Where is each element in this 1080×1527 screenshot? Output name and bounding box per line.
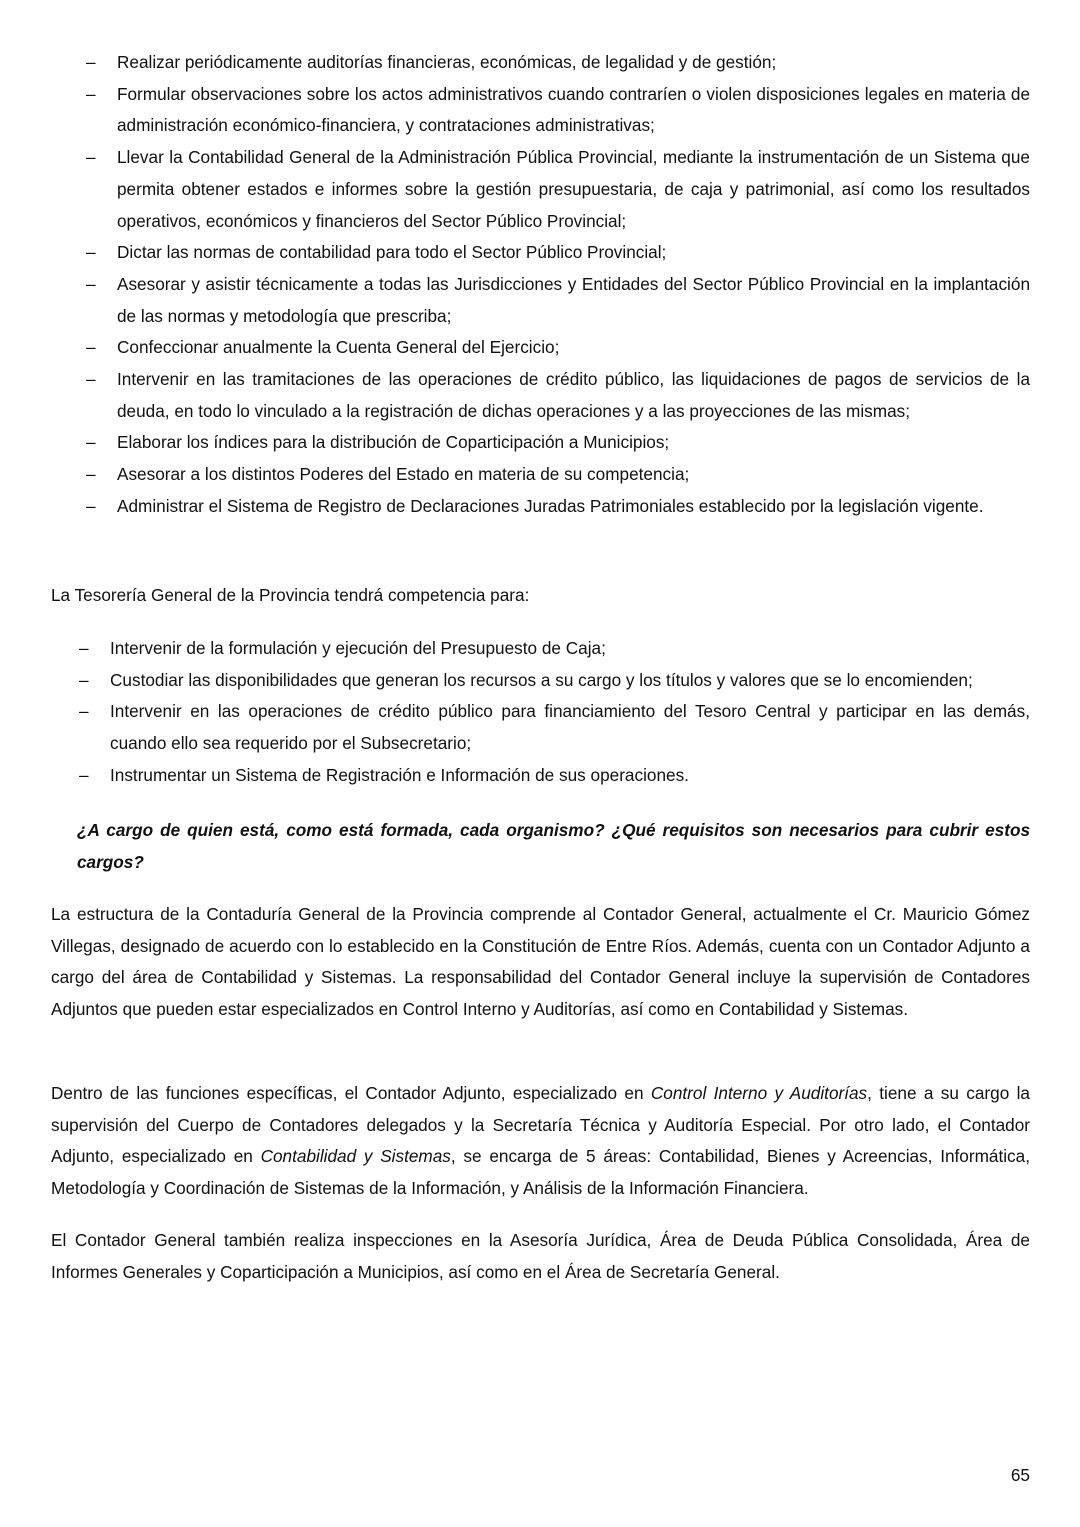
dash-bullet-icon: – (79, 764, 89, 785)
dash-bullet-icon: – (86, 432, 96, 453)
list-item (86, 269, 1030, 332)
list-item (79, 633, 1030, 665)
list-item-text: Administrar el Sistema de Registro de Declaraciones Juradas Patrimoniales establecido por la legislación vigente. (117, 495, 984, 516)
dash-bullet-icon: – (86, 495, 96, 516)
list-item (86, 364, 1030, 427)
list-item (86, 47, 1030, 79)
dash-bullet-icon: – (86, 242, 96, 263)
paragraph-text: , tiene a su cargo la supervisión del Cuerpo de Contadores delegados y la Secretaría Técnica y Auditoría Especial. Por otro lado, el Contador Adjunto, especializado en (51, 1083, 1030, 1167)
emphasis-text: Contabilidad y Sistemas (260, 1146, 451, 1167)
dash-bullet-icon: – (86, 83, 96, 104)
list-item-text: Asesorar a los distintos Poderes del Estado en materia de su competencia; (117, 464, 690, 485)
dash-bullet-icon: – (86, 337, 96, 358)
dash-bullet-icon: – (86, 52, 96, 72)
tesoreria-competencias-list (79, 633, 1030, 792)
list-item-text: Instrumentar un Sistema de Registración e Información de sus operaciones. (110, 764, 689, 785)
list-item-text: Custodiar las disponibilidades que generan los recursos a su cargo y los títulos y valores que se lo encomienden; (110, 669, 973, 690)
emphasis-text: Control Interno y Auditorías (650, 1083, 868, 1103)
inspecciones-paragraph: El Contador General también realiza inspecciones en la Asesoría Jurídica, Área de Deuda Pública Consolidada, Área de Informes Generales y Coparticipación a Municipios, así como en el Área de Secretaría General. (51, 1230, 1030, 1282)
list-item-text: Dictar las normas de contabilidad para todo el Sector Público Provincial; (117, 242, 667, 263)
section-question-heading: ¿A cargo de quien está, como está formada, cada organismo? ¿Qué requisitos son necesarios para cubrir estos cargos? (77, 820, 1030, 872)
list-item-text: Realizar periódicamente auditorías financieras, económicas, de legalidad y de gestión; (117, 52, 777, 72)
list-item (86, 332, 1030, 364)
paragraph-text: Dentro de las funciones específicas, el Contador Adjunto, especializado en (51, 1083, 651, 1103)
list-item-text: Formular observaciones sobre los actos administrativos cuando contraríen o violen disposiciones legales en materia de administración económico-financiera, y contrataciones administrativas; (117, 83, 1030, 136)
paragraph-text: , se encarga de 5 áreas: Contabilidad, Bienes y Acreencias, Informática, Metodología y Coordinación de Sistemas de la Información, y Análisis de la Información Financiera. (51, 1146, 1030, 1199)
list-item (79, 665, 1030, 697)
list-item (86, 491, 1030, 523)
dash-bullet-icon: – (79, 638, 89, 658)
list-item (79, 696, 1030, 759)
dash-bullet-icon: – (86, 273, 96, 294)
list-item-text: Asesorar y asistir técnicamente a todas las Jurisdicciones y Entidades del Sector Público Provincial en la implantación de las normas y metodología que prescriba; (117, 273, 1030, 326)
estructura-paragraph: La estructura de la Contaduría General de la Provincia comprende al Contador General, actualmente el Cr. Mauricio Gómez Villegas, designado de acuerdo con lo establecido en la Constitución de Entre Ríos. Además, cuenta con un Contador Adjunto a cargo del área de Contabilidad y Sistemas. La responsabilidad del Contador General incluye la supervisión de Contadores Adjuntos que pueden estar especializados en Control Interno y Auditorías, así como en Contabilidad y Sistemas. (51, 904, 1030, 1020)
funciones-paragraph (51, 1078, 1030, 1205)
dash-bullet-icon: – (79, 701, 89, 722)
dash-bullet-icon: – (86, 464, 96, 485)
list-item-text: Elaborar los índices para la distribución de Coparticipación a Municipios; (117, 432, 670, 453)
list-item (86, 237, 1030, 269)
list-item (86, 142, 1030, 237)
list-item-text: Llevar la Contabilidad General de la Administración Pública Provincial, mediante la instrumentación de un Sistema que permita obtener estados e informes sobre la gestión presupuestaria, de caja y patrimonial, así como los resultados operativos, económicos y financieros del Sector Público Provincial; (117, 147, 1030, 231)
list-item (86, 459, 1030, 491)
list-item-text: Intervenir en las tramitaciones de las operaciones de crédito público, las liquidaciones de pagos de servicios de la deuda, en todo lo vinculado a la registración de dichas operaciones y a las proyecciones de las mismas; (117, 369, 1030, 421)
list-item (79, 760, 1030, 792)
list-item-text: Confeccionar anualmente la Cuenta General del Ejercicio; (117, 337, 560, 358)
contaduria-competencias-list (86, 47, 1030, 523)
list-item-text: Intervenir en las operaciones de crédito público para financiamiento del Tesoro Central y participar en las demás, cuando ello sea requerido por el Subsecretario; (110, 701, 1030, 754)
page-number: 65 (1010, 1465, 1030, 1485)
list-item (86, 427, 1030, 459)
tesoreria-intro-paragraph: La Tesorería General de la Provincia tendrá competencia para: (51, 585, 530, 605)
dash-bullet-icon: – (86, 147, 96, 168)
dash-bullet-icon: – (86, 369, 96, 390)
dash-bullet-icon: – (79, 669, 89, 690)
list-item (86, 79, 1030, 142)
list-item-text: Intervenir de la formulación y ejecución del Presupuesto de Caja; (110, 638, 606, 658)
